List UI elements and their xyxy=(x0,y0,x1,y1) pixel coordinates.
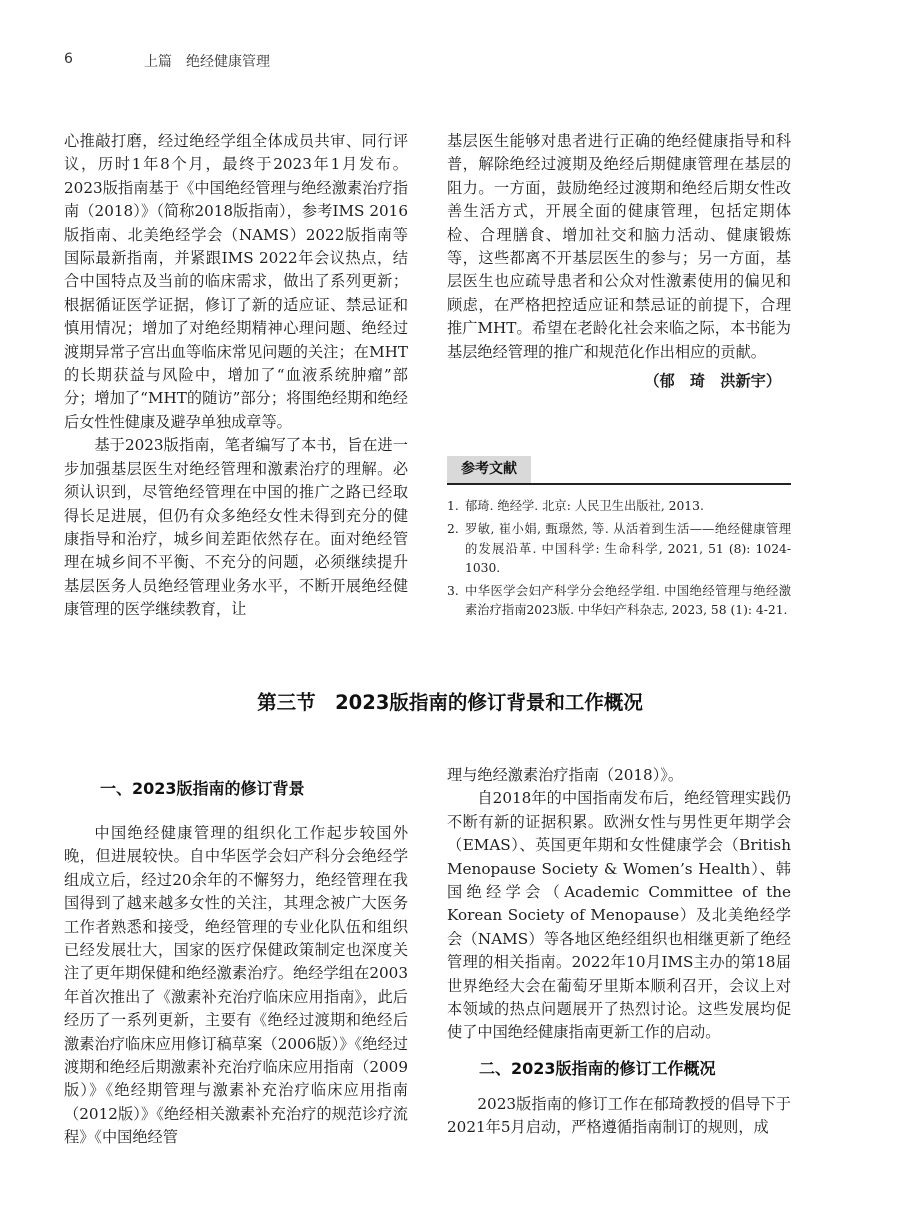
paragraph: 理与绝经激素治疗指南（2018）》。 xyxy=(447,766,684,784)
reference-item: 2. 罗敏, 崔小娟, 甄璟然, 等. 从活着到生活——绝经健康管理的发展沿革. 中国科学: 生命科学, 2021, 51 (8): 1024-1030. xyxy=(447,522,791,575)
top-left-column xyxy=(64,130,408,622)
reference-item: 3. 中华医学会妇产科学分会绝经学组. 中国绝经管理与绝经激素治疗指南2023版. 中华妇产科杂志, 2023, 58 (1): 4-21. xyxy=(447,584,791,618)
subsection-heading: 二、2023版指南的修订工作概况 xyxy=(479,1058,716,1078)
reference-item: 1. 郁琦. 绝经学. 北京: 人民卫生出版社, 2013. xyxy=(447,499,704,513)
paragraph: 中国绝经健康管理的组织化工作起步较国外晚，但进展较快。自中华医学会妇产科分会绝经学组成立后，经过20余年的不懈努力，绝经管理在我国得到了越来越多女性的关注，其理念被广大医务工作者熟悉和接受，绝经管理的专业化队伍和组织已经发展壮大，国家的医疗保健政策制定也深度关注了更年期保健和绝经激素治疗。绝经学组在2003年首次推出了《激素补充治疗临床应用指南》，此后经历了一系列更新，主要有《绝经过渡期和绝经后激素治疗临床应用修订稿草案（2006版）》《绝经过渡期和绝经后期激素补充治疗临床应用指南（2009版）》《绝经期管理与激素补充治疗临床应用指南（2012版）》《绝经相关激素补充治疗的规范诊疗流程》《中国绝经管 xyxy=(64,824,408,1147)
paragraph: 心推敲打磨，经过绝经学组全体成员共审、同行评议，历时1年8个月，最终于2023年1月发布。2023版指南基于《中国绝经管理与绝经激素治疗指南（2018）》（简称2018版指南），参考IMS 2016版指南、北美绝经学会（NAMS）2022版指南等国际最新指南，并紧跟IMS 2022年会议热点，结合中国特点及当前的临床需求，做出了系列更新；根据循证医学证据，修订了新的适应证、禁忌证和慎用情况；增加了对绝经期精神心理问题、绝经过渡期异常子宫出血等临床常见问题的关注；在MHT的长期获益与风险中，增加了“血液系统肿瘤”部分；增加了“MHT的随访”部分；将围绝经期和绝经后女性性健康及避孕单独成章等。 xyxy=(64,132,408,431)
running-header xyxy=(64,48,844,70)
page-number: 6 xyxy=(64,51,73,67)
paragraph: 自2018年的中国指南发布后，绝经管理实践仍不断有新的证据积累。欧洲女性与男性更年期学会（EMAS）、英国更年期和女性健康学会（British Menopause Society & Women’s Health）、韩国绝经学会（Academic Committee of the Korean Society of Menopause）及北美绝经学会（NAMS）等各地区绝经组织也相继更新了绝经管理的相关指南。2022年10月IMS主办的第18届世界绝经大会在葡萄牙里斯本顺利召开，会议上对本领域的热点问题展开了热烈讨论。这些发展均促使了中国绝经健康指南更新工作的启动。 xyxy=(447,789,791,1042)
running-title: 上篇 绝经健康管理 xyxy=(144,54,270,70)
section-title: 第三节 2023版指南的修订背景和工作概况 xyxy=(257,691,643,714)
subsection-heading: 一、2023版指南的修订背景 xyxy=(100,779,305,798)
references-heading: 参考文献 xyxy=(447,456,531,483)
paragraph: 基于2023版指南，笔者编写了本书，旨在进一步加强基层医生对绝经管理和激素治疗的理解。必须认识到，尽管绝经管理在中国的推广之路已经取得长足进展，但仍有众多绝经女性未得到充分的健康指导和治疗，城乡间差距依然存在。面对绝经管理在城乡间不平衡、不充分的问题，必须继续提升基层医务人员绝经管理业务水平，不断开展绝经健康管理的医学继续教育，让 xyxy=(64,436,408,619)
references-block xyxy=(447,456,791,625)
paragraph: 2023版指南的修订工作在郁琦教授的倡导下于2021年5月启动，严格遵循指南制订的规则，成 xyxy=(447,1094,791,1137)
references-heading-bar xyxy=(447,456,791,485)
bottom-left-column xyxy=(64,822,408,1150)
bottom-right-column xyxy=(447,764,791,1140)
top-right-column xyxy=(447,130,791,393)
author-signature: （郁 琦 洪新宇） xyxy=(644,372,781,391)
paragraph: 基层医生能够对患者进行正确的绝经健康指导和科普，解除绝经过渡期及绝经后期健康管理在基层的阻力。一方面，鼓励绝经过渡期和绝经后期女性改善生活方式，开展全面的健康管理，包括定期体检、合理膳食、增加社交和脑力活动、健康锻炼等，这些都离不开基层医生的参与；另一方面，基层医生也应疏导患者和公众对性激素使用的偏见和顾虑，在严格把控适应证和禁忌证的前提下，合理推广MHT。希望在老龄化社会来临之际，本书能为基层绝经管理的推广和规范化作出相应的贡献。 xyxy=(447,132,791,361)
reference-list xyxy=(447,497,791,621)
